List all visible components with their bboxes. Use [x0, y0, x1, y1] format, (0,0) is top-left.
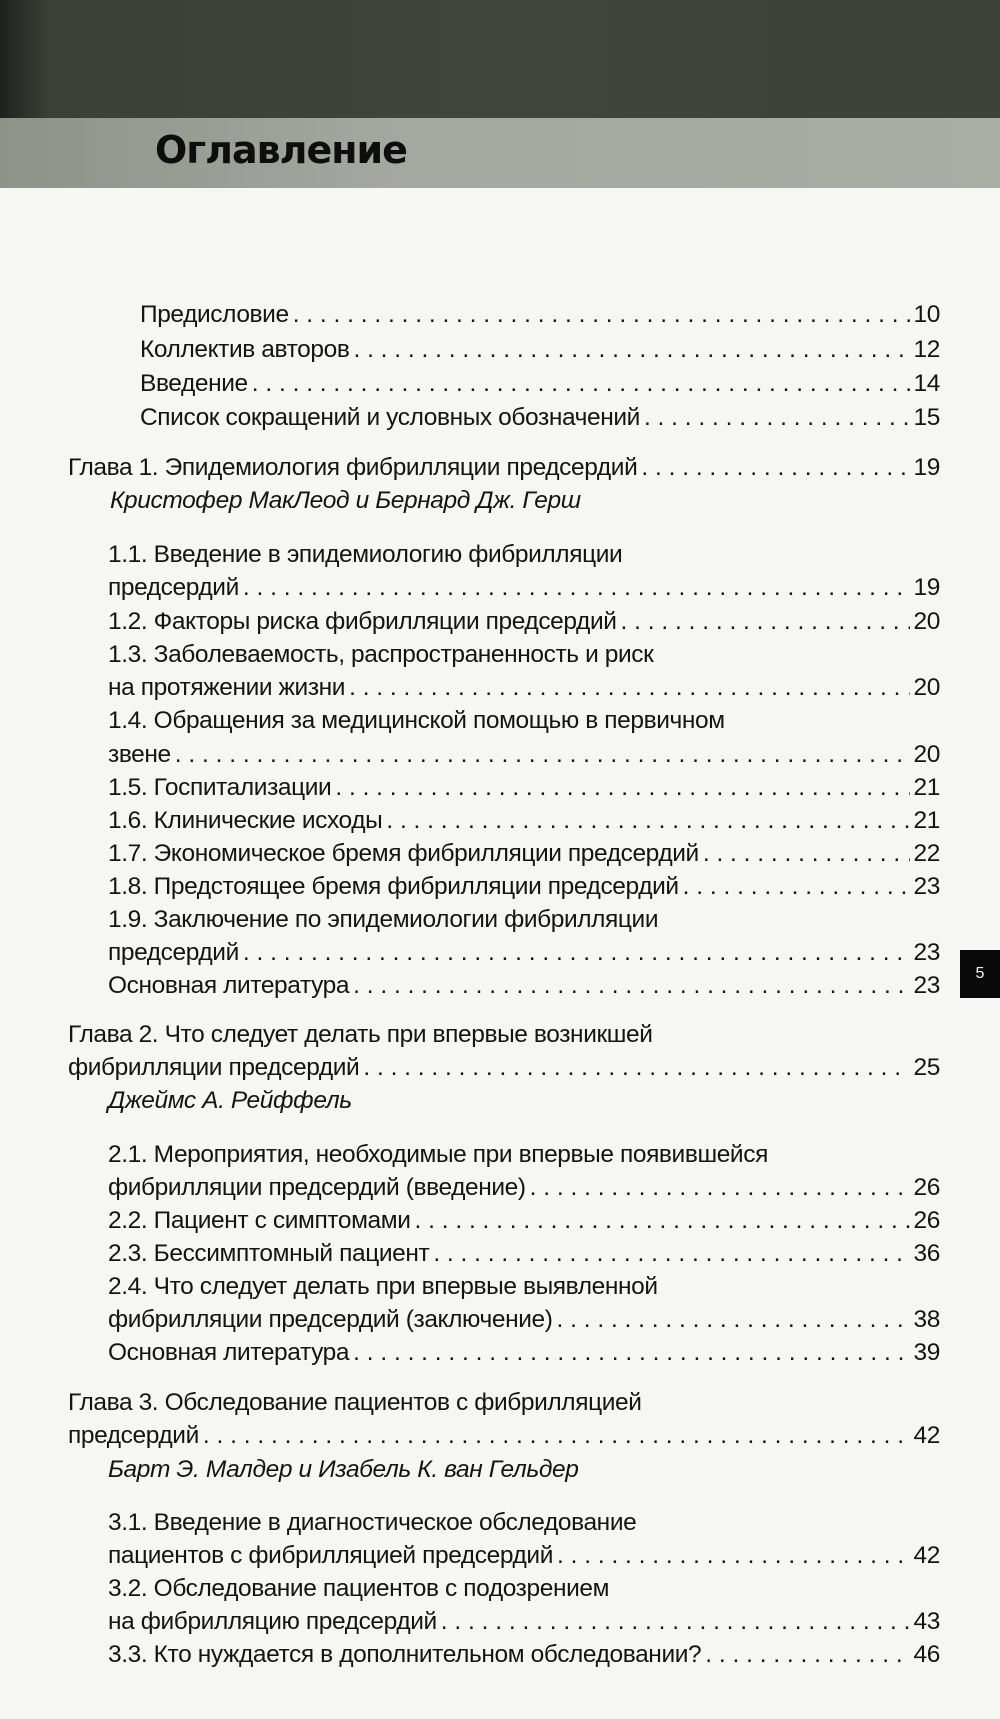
- leader-dots: [705, 1640, 909, 1670]
- chapter-page: 25: [913, 1054, 940, 1081]
- leader-dots: [363, 1053, 909, 1083]
- toc-entry-page: 12: [913, 336, 940, 363]
- toc-section-page: 23: [913, 972, 940, 999]
- toc-section-2-references[interactable]: [108, 1338, 940, 1368]
- toc-section-label: 2.3. Бессимптомный пациент: [108, 1240, 430, 1267]
- toc-section-page: 20: [913, 608, 940, 635]
- page-title: Оглавление: [155, 128, 407, 172]
- toc-section-line1: 2.4. Что следует делать при впервые выявленной: [108, 1273, 658, 1300]
- toc-section-page: 46: [913, 1641, 940, 1668]
- header-title-band: [0, 118, 1000, 188]
- toc-entry-preface[interactable]: [140, 300, 940, 330]
- leader-dots: [683, 872, 910, 902]
- page-number: 5: [975, 965, 985, 982]
- toc-section-label: фибрилляции предсердий (введение): [108, 1174, 526, 1201]
- toc-section-2-3[interactable]: [108, 1239, 940, 1269]
- toc-section-label: фибрилляции предсердий (заключение): [108, 1306, 553, 1333]
- toc-section-page: 20: [913, 674, 940, 701]
- leader-dots: [349, 673, 909, 703]
- toc-section-3-3[interactable]: [108, 1640, 940, 1670]
- leader-dots: [175, 740, 910, 770]
- toc-section-line1: 2.1. Мероприятия, необходимые при впервые появившейся: [108, 1141, 768, 1168]
- toc-section-label: 1.8. Предстоящее бремя фибрилляции предсердий: [108, 873, 679, 900]
- leader-dots: [557, 1541, 910, 1571]
- toc-section-line1: 1.9. Заключение по эпидемиологии фибрилляции: [108, 906, 659, 933]
- toc-section-label: 2.2. Пациент с симптомами: [108, 1207, 411, 1234]
- toc-section-label: звене: [108, 741, 171, 768]
- toc-entry-page: 10: [913, 301, 940, 328]
- leader-dots: [353, 335, 909, 365]
- toc-section-page: 38: [913, 1306, 940, 1333]
- leader-dots: [243, 938, 910, 968]
- toc-section-2-4[interactable]: [108, 1305, 940, 1335]
- toc-entry-label: Список сокращений и условных обозначений: [140, 404, 640, 431]
- toc-entry-label: Предисловие: [140, 301, 289, 328]
- toc-section-page: 23: [913, 873, 940, 900]
- toc-entry-page: 14: [913, 370, 940, 397]
- toc-section-page: 23: [913, 939, 940, 966]
- toc-section-1-1[interactable]: [108, 573, 940, 603]
- toc-section-line1: 1.3. Заболеваемость, распространенность и риск: [108, 641, 654, 668]
- leader-dots: [441, 1607, 910, 1637]
- leader-dots: [293, 300, 910, 330]
- toc-section-1-8[interactable]: [108, 872, 940, 902]
- toc-section-1-7[interactable]: [108, 839, 940, 869]
- leader-dots: [353, 971, 909, 1001]
- toc-section-page: 21: [913, 807, 940, 834]
- leader-dots: [530, 1173, 910, 1203]
- toc-section-1-4[interactable]: [108, 740, 940, 770]
- toc-chapter-1[interactable]: [68, 453, 940, 483]
- toc-section-3-1[interactable]: [108, 1541, 940, 1571]
- chapter-title: предсердий: [68, 1422, 199, 1449]
- toc-section-page: 20: [913, 741, 940, 768]
- toc-section-1-6[interactable]: [108, 806, 940, 836]
- toc-section-label: пациентов с фибрилляцией предсердий: [108, 1542, 553, 1569]
- toc-entry-page: 15: [913, 404, 940, 431]
- toc-section-label: предсердий: [108, 574, 239, 601]
- toc-section-line1: 3.2. Обследование пациентов с подозрением: [108, 1575, 610, 1602]
- chapter-title-line1: Глава 2. Что следует делать при впервые возникшей: [68, 1021, 653, 1048]
- chapter-title: Глава 1. Эпидемиология фибрилляции предсердий: [68, 454, 638, 481]
- toc-section-page: 42: [913, 1542, 940, 1569]
- toc-section-label: 1.7. Экономическое бремя фибрилляции предсердий: [108, 840, 699, 867]
- chapter-authors: Джеймс А. Рейффель: [108, 1087, 352, 1114]
- toc-section-page: 21: [913, 774, 940, 801]
- leader-dots: [353, 1338, 909, 1368]
- toc-section-line1: 1.4. Обращения за медицинской помощью в первичном: [108, 707, 725, 734]
- leader-dots: [641, 453, 909, 483]
- toc-section-line1: 1.1. Введение в эпидемиологию фибрилляции: [108, 541, 623, 568]
- toc-entry-introduction[interactable]: [140, 369, 940, 399]
- toc-section-label: 1.5. Госпитализации: [108, 774, 332, 801]
- leader-dots: [556, 1305, 909, 1335]
- toc-section-label: Основная литература: [108, 1339, 350, 1366]
- leader-dots: [414, 1206, 909, 1236]
- leader-dots: [703, 839, 910, 869]
- toc-section-1-5[interactable]: [108, 773, 940, 803]
- toc-section-page: 26: [913, 1207, 940, 1234]
- toc-section-page: 22: [913, 840, 940, 867]
- toc-section-label: 1.2. Факторы риска фибрилляции предсердий: [108, 608, 617, 635]
- chapter-title-line1: Глава 3. Обследование пациентов с фибрилляцией: [68, 1389, 642, 1416]
- toc-section-label: Основная литература: [108, 972, 350, 999]
- toc-section-page: 36: [913, 1240, 940, 1267]
- toc-section-1-references[interactable]: [108, 971, 940, 1001]
- chapter-authors: Кристофер МакЛеод и Бернард Дж. Герш: [110, 487, 581, 514]
- header-dark-band: [0, 0, 1000, 118]
- chapter-page: 19: [913, 454, 940, 481]
- toc-section-1-9[interactable]: [108, 938, 940, 968]
- toc-entry-label: Коллектив авторов: [140, 336, 350, 363]
- chapter-page: 42: [913, 1422, 940, 1449]
- toc-section-page: 26: [913, 1174, 940, 1201]
- toc-section-3-2[interactable]: [108, 1607, 940, 1637]
- toc-entry-authors[interactable]: [140, 335, 940, 365]
- toc-section-label: 3.3. Кто нуждается в дополнительном обследовании?: [108, 1641, 702, 1668]
- leader-dots: [433, 1239, 909, 1269]
- page-number-tab: [960, 950, 1000, 998]
- toc-section-line1: 3.1. Введение в диагностическое обследование: [108, 1509, 637, 1536]
- leader-dots: [386, 806, 909, 836]
- toc-section-1-2[interactable]: [108, 607, 940, 637]
- toc-entry-label: Введение: [140, 370, 248, 397]
- leader-dots: [243, 573, 910, 603]
- leader-dots: [644, 403, 910, 433]
- toc-chapter-3[interactable]: [68, 1421, 940, 1451]
- leader-dots: [203, 1421, 910, 1451]
- leader-dots: [621, 607, 910, 637]
- toc-chapter-2[interactable]: [68, 1053, 940, 1083]
- toc-section-page: 39: [913, 1339, 940, 1366]
- chapter-title: фибрилляции предсердий: [68, 1054, 360, 1081]
- toc-section-label: 1.6. Клинические исходы: [108, 807, 383, 834]
- toc-entry-abbreviations[interactable]: [140, 403, 940, 433]
- toc-section-2-1[interactable]: [108, 1173, 940, 1203]
- chapter-authors: Барт Э. Малдер и Изабель К. ван Гельдер: [108, 1456, 579, 1483]
- toc-section-page: 19: [913, 574, 940, 601]
- toc-section-label: на фибрилляцию предсердий: [108, 1608, 437, 1635]
- toc-section-2-2[interactable]: [108, 1206, 940, 1236]
- toc-section-page: 43: [913, 1608, 940, 1635]
- toc-section-1-3[interactable]: [108, 673, 940, 703]
- toc-section-label: предсердий: [108, 939, 239, 966]
- toc-section-label: на протяжении жизни: [108, 674, 346, 701]
- leader-dots: [252, 369, 910, 399]
- leader-dots: [335, 773, 909, 803]
